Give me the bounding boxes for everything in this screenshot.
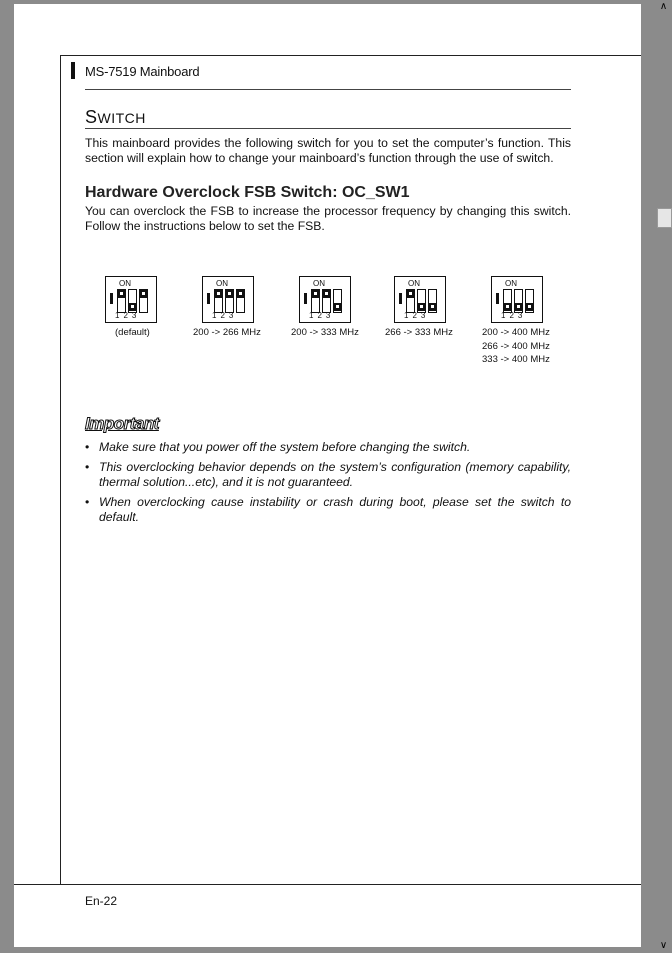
dip-switch-slot-2 bbox=[417, 289, 426, 313]
dip-switch-slot-3 bbox=[236, 289, 245, 313]
dip-switch-numbers: 123 bbox=[115, 311, 141, 320]
dip-switch-numbers: 123 bbox=[212, 311, 238, 320]
dip-switch-slot-1 bbox=[214, 289, 223, 313]
section-rule bbox=[85, 128, 571, 129]
header-rule bbox=[85, 89, 571, 90]
bullet-icon: • bbox=[85, 495, 90, 509]
switch-setting-label: 266 -> 333 MHz bbox=[385, 327, 453, 338]
dip-switch-side-mark bbox=[399, 293, 402, 304]
header-title: MS-7519 Mainboard bbox=[85, 64, 200, 79]
dip-switch-slot-2 bbox=[322, 289, 331, 313]
dip-switch-slot-2 bbox=[514, 289, 523, 313]
dip-switch-slot-3 bbox=[525, 289, 534, 313]
section-intro: This mainboard provides the following switch for you to set the computer’s function. This section will explain how to change your mainboard’s function through the use of switch. bbox=[85, 136, 571, 165]
page-number: En-22 bbox=[85, 894, 118, 908]
chevron-down-icon[interactable]: ∨ bbox=[659, 940, 668, 951]
dip-switch-numbers: 123 bbox=[309, 311, 335, 320]
dip-switch-knob-on bbox=[215, 290, 222, 298]
dip-switch-knob-off bbox=[129, 303, 136, 311]
dip-switch-numbers: 123 bbox=[404, 311, 430, 320]
dip-switch-knob-on bbox=[118, 290, 125, 298]
header-marker bbox=[71, 62, 75, 79]
dip-switch-3 bbox=[299, 276, 351, 323]
dip-switch-on-label: ON bbox=[216, 279, 228, 288]
subsection-text: You can overclock the FSB to increase the processor frequency by changing this switch. Follow the instructions below to set the FSB. bbox=[85, 204, 571, 233]
dip-switch-slot-1 bbox=[117, 289, 126, 313]
dip-switch-knob-off bbox=[504, 303, 511, 311]
dip-switch-numbers: 123 bbox=[501, 311, 527, 320]
dip-switch-side-mark bbox=[304, 293, 307, 304]
vertical-scrollbar[interactable] bbox=[655, 0, 672, 953]
dip-switch-slot-3 bbox=[139, 289, 148, 313]
dip-switch-1 bbox=[105, 276, 157, 323]
dip-switch-knob-off bbox=[526, 303, 533, 311]
dip-switch-knob-on bbox=[140, 290, 147, 298]
dip-switch-slot-1 bbox=[311, 289, 320, 313]
important-item-text: This overclocking behavior depends on the system’s configuration (memory capability, thermal solution...etc), and it is not guaranteed. bbox=[99, 460, 571, 489]
dip-switch-on-label: ON bbox=[119, 279, 131, 288]
page-top-border bbox=[60, 55, 641, 56]
dip-switch-side-mark bbox=[207, 293, 210, 304]
page-left-border bbox=[60, 55, 61, 885]
dip-switch-side-mark bbox=[496, 293, 499, 304]
document-page bbox=[14, 4, 641, 947]
dip-switch-knob-on bbox=[323, 290, 330, 298]
dip-switch-side-mark bbox=[110, 293, 113, 304]
switch-setting-label: 333 -> 400 MHz bbox=[482, 354, 550, 365]
dip-switch-knob-off bbox=[515, 303, 522, 311]
dip-switch-on-label: ON bbox=[408, 279, 420, 288]
section-title-initial: S bbox=[85, 107, 98, 127]
subsection-title: Hardware Overclock FSB Switch: OC_SW1 bbox=[85, 184, 410, 201]
switch-setting-label: 200 -> 333 MHz bbox=[291, 327, 359, 338]
dip-switch-4 bbox=[394, 276, 446, 323]
dip-switch-knob-on bbox=[226, 290, 233, 298]
dip-switch-2 bbox=[202, 276, 254, 323]
switch-setting-label: 266 -> 400 MHz bbox=[482, 340, 550, 352]
dip-switch-knob-off bbox=[418, 303, 425, 311]
chevron-up-icon[interactable]: ∧ bbox=[659, 1, 668, 12]
dip-switch-knob-on bbox=[312, 290, 319, 298]
dip-switch-on-label: ON bbox=[505, 279, 517, 288]
dip-switch-slot-1 bbox=[406, 289, 415, 313]
page-bottom-border bbox=[14, 884, 641, 885]
switch-setting-label: (default) bbox=[115, 327, 150, 338]
dip-switch-knob-on bbox=[407, 290, 414, 298]
important-title: Important bbox=[85, 414, 159, 433]
important-item bbox=[85, 440, 571, 455]
section-title bbox=[85, 107, 146, 128]
dip-switch-on-label: ON bbox=[313, 279, 325, 288]
section-title-rest: WITCH bbox=[97, 110, 146, 126]
dip-switch-knob-off bbox=[429, 303, 436, 311]
dip-switch-slot-2 bbox=[225, 289, 234, 313]
dip-switch-slot-1 bbox=[503, 289, 512, 313]
dip-switch-slot-2 bbox=[128, 289, 137, 313]
switch-setting-label: 200 -> 266 MHz bbox=[193, 327, 261, 338]
important-item-text: When overclocking cause instability or crash during boot, please set the switch to default. bbox=[99, 495, 571, 524]
dip-switch-5 bbox=[491, 276, 543, 323]
important-item-text: Make sure that you power off the system before changing the switch. bbox=[99, 440, 471, 454]
important-item bbox=[85, 460, 571, 490]
dip-switch-slot-3 bbox=[333, 289, 342, 313]
dip-switch-knob-on bbox=[237, 290, 244, 298]
scroll-thumb[interactable] bbox=[657, 208, 672, 228]
bullet-icon: • bbox=[85, 440, 90, 454]
dip-switch-knob-off bbox=[334, 303, 341, 311]
switch-setting-label: 200 -> 400 MHz bbox=[482, 327, 550, 338]
important-list bbox=[85, 440, 571, 530]
dip-switch-slot-3 bbox=[428, 289, 437, 313]
important-item bbox=[85, 495, 571, 525]
bullet-icon: • bbox=[85, 460, 90, 474]
